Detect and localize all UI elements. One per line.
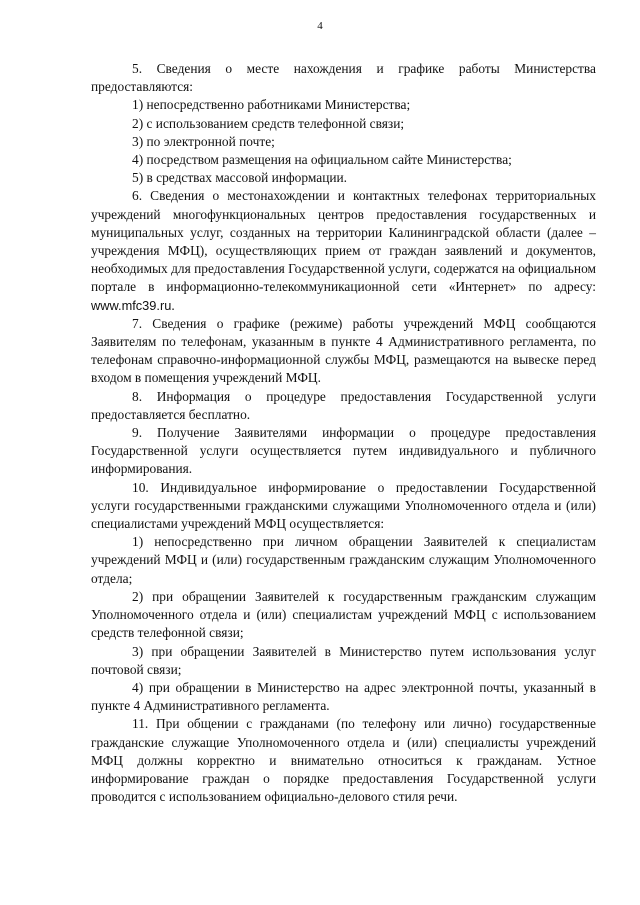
paragraph-text: 10. Индивидуальное информирование о предоставлении Государственной услуги государственными гражданскими служащими Уполномоченного отдела и (или) специалистами учреждений МФЦ осуществляется: [91,479,596,532]
paragraph [91,388,596,424]
paragraph [91,679,596,715]
paragraph-text: 3) при обращении Заявителей в Министерство путем использования услуг почтовой связи; [91,643,596,677]
paragraph-text: 8. Информация о процедуре предоставления Государственной услуги предоставляется бесплатно. [91,388,596,422]
paragraph-text: 5) в средствах массовой информации. [132,170,348,186]
paragraph-text: 1) непосредственно при личном обращении Заявителей к специалистам учреждений МФЦ и (или) государственным гражданским служащим Уполномоченного отдела; [91,534,596,586]
paragraph [91,533,596,588]
paragraph-text: 2) при обращении Заявителей к государственным гражданским служащим Уполномоченного отдела и (или) специалистам учреждений МФЦ с использованием средств телефонной связи; [91,588,596,641]
list-item [91,169,596,187]
mfc-website-link[interactable]: www.mfc39.ru [91,297,172,313]
list-item [91,133,596,151]
paragraph-text: 4) при обращении в Министерство на адрес электронной почты, указанный в пункте 4 Административного регламента. [91,679,596,714]
paragraph-text: 7. Сведения о графике (режиме) работы учреждений МФЦ сообщаются Заявителям по телефонам, указанным в пункте 4 Административного регламента, по телефонам справочно-информационной службы МФЦ, размещаются на вывеске перед входом в помещения учреждений МФЦ. [91,315,596,386]
paragraph [91,715,596,806]
paragraph-text: 1) непосредственно работниками Министерства; [132,97,411,113]
paragraph [91,588,596,643]
paragraph [91,315,596,388]
page-number: 4 [317,20,323,32]
list-item [91,151,596,169]
paragraph [91,187,596,314]
paragraph-text: 3) по электронной почте; [132,133,275,149]
paragraph [91,643,596,679]
paragraph-text: 6. Сведения о местонахождении и контактных телефонах территориальных учреждений многофункциональных центров предоставления государственных и муниципальных услуг, созданных на территории Калининградской области (далее – учреждения МФЦ), осуществляющих прием от граждан заявлений и документов, необходимых для предоставления Государственной услуги, содержатся на официальном портале в информационно-телекоммуникационной сети «Интернет» по адресу: [91,188,596,295]
list-item [91,96,596,114]
paragraph [91,424,596,479]
paragraph-text: 9. Получение Заявителями информации о процедуре предоставления Государственной услуги осуществляется путем индивидуального и публичного информирования. [91,425,596,477]
paragraph [91,479,596,534]
paragraph [91,60,596,96]
paragraph-text: 11. При общении с гражданами (по телефону или лично) государственные гражданские служащие Уполномоченного отдела и (или) специалисты учреждений МФЦ должны корректно и внимательно относиться к гражданам. Устное информирование граждан о порядке предоставления Государственной услуги проводится с использованием официально-делового стиля речи. [91,716,596,805]
paragraph-text: 2) с использованием средств телефонной связи; [132,115,405,131]
paragraph-text: 5. Сведения о месте нахождения и графике работы Министерства предоставляются: [91,61,596,95]
paragraph-text: 4) посредством размещения на официальном сайте Министерства; [132,152,512,168]
list-item [91,115,596,133]
paragraph-tail: . [171,297,175,313]
document-body [91,60,596,806]
